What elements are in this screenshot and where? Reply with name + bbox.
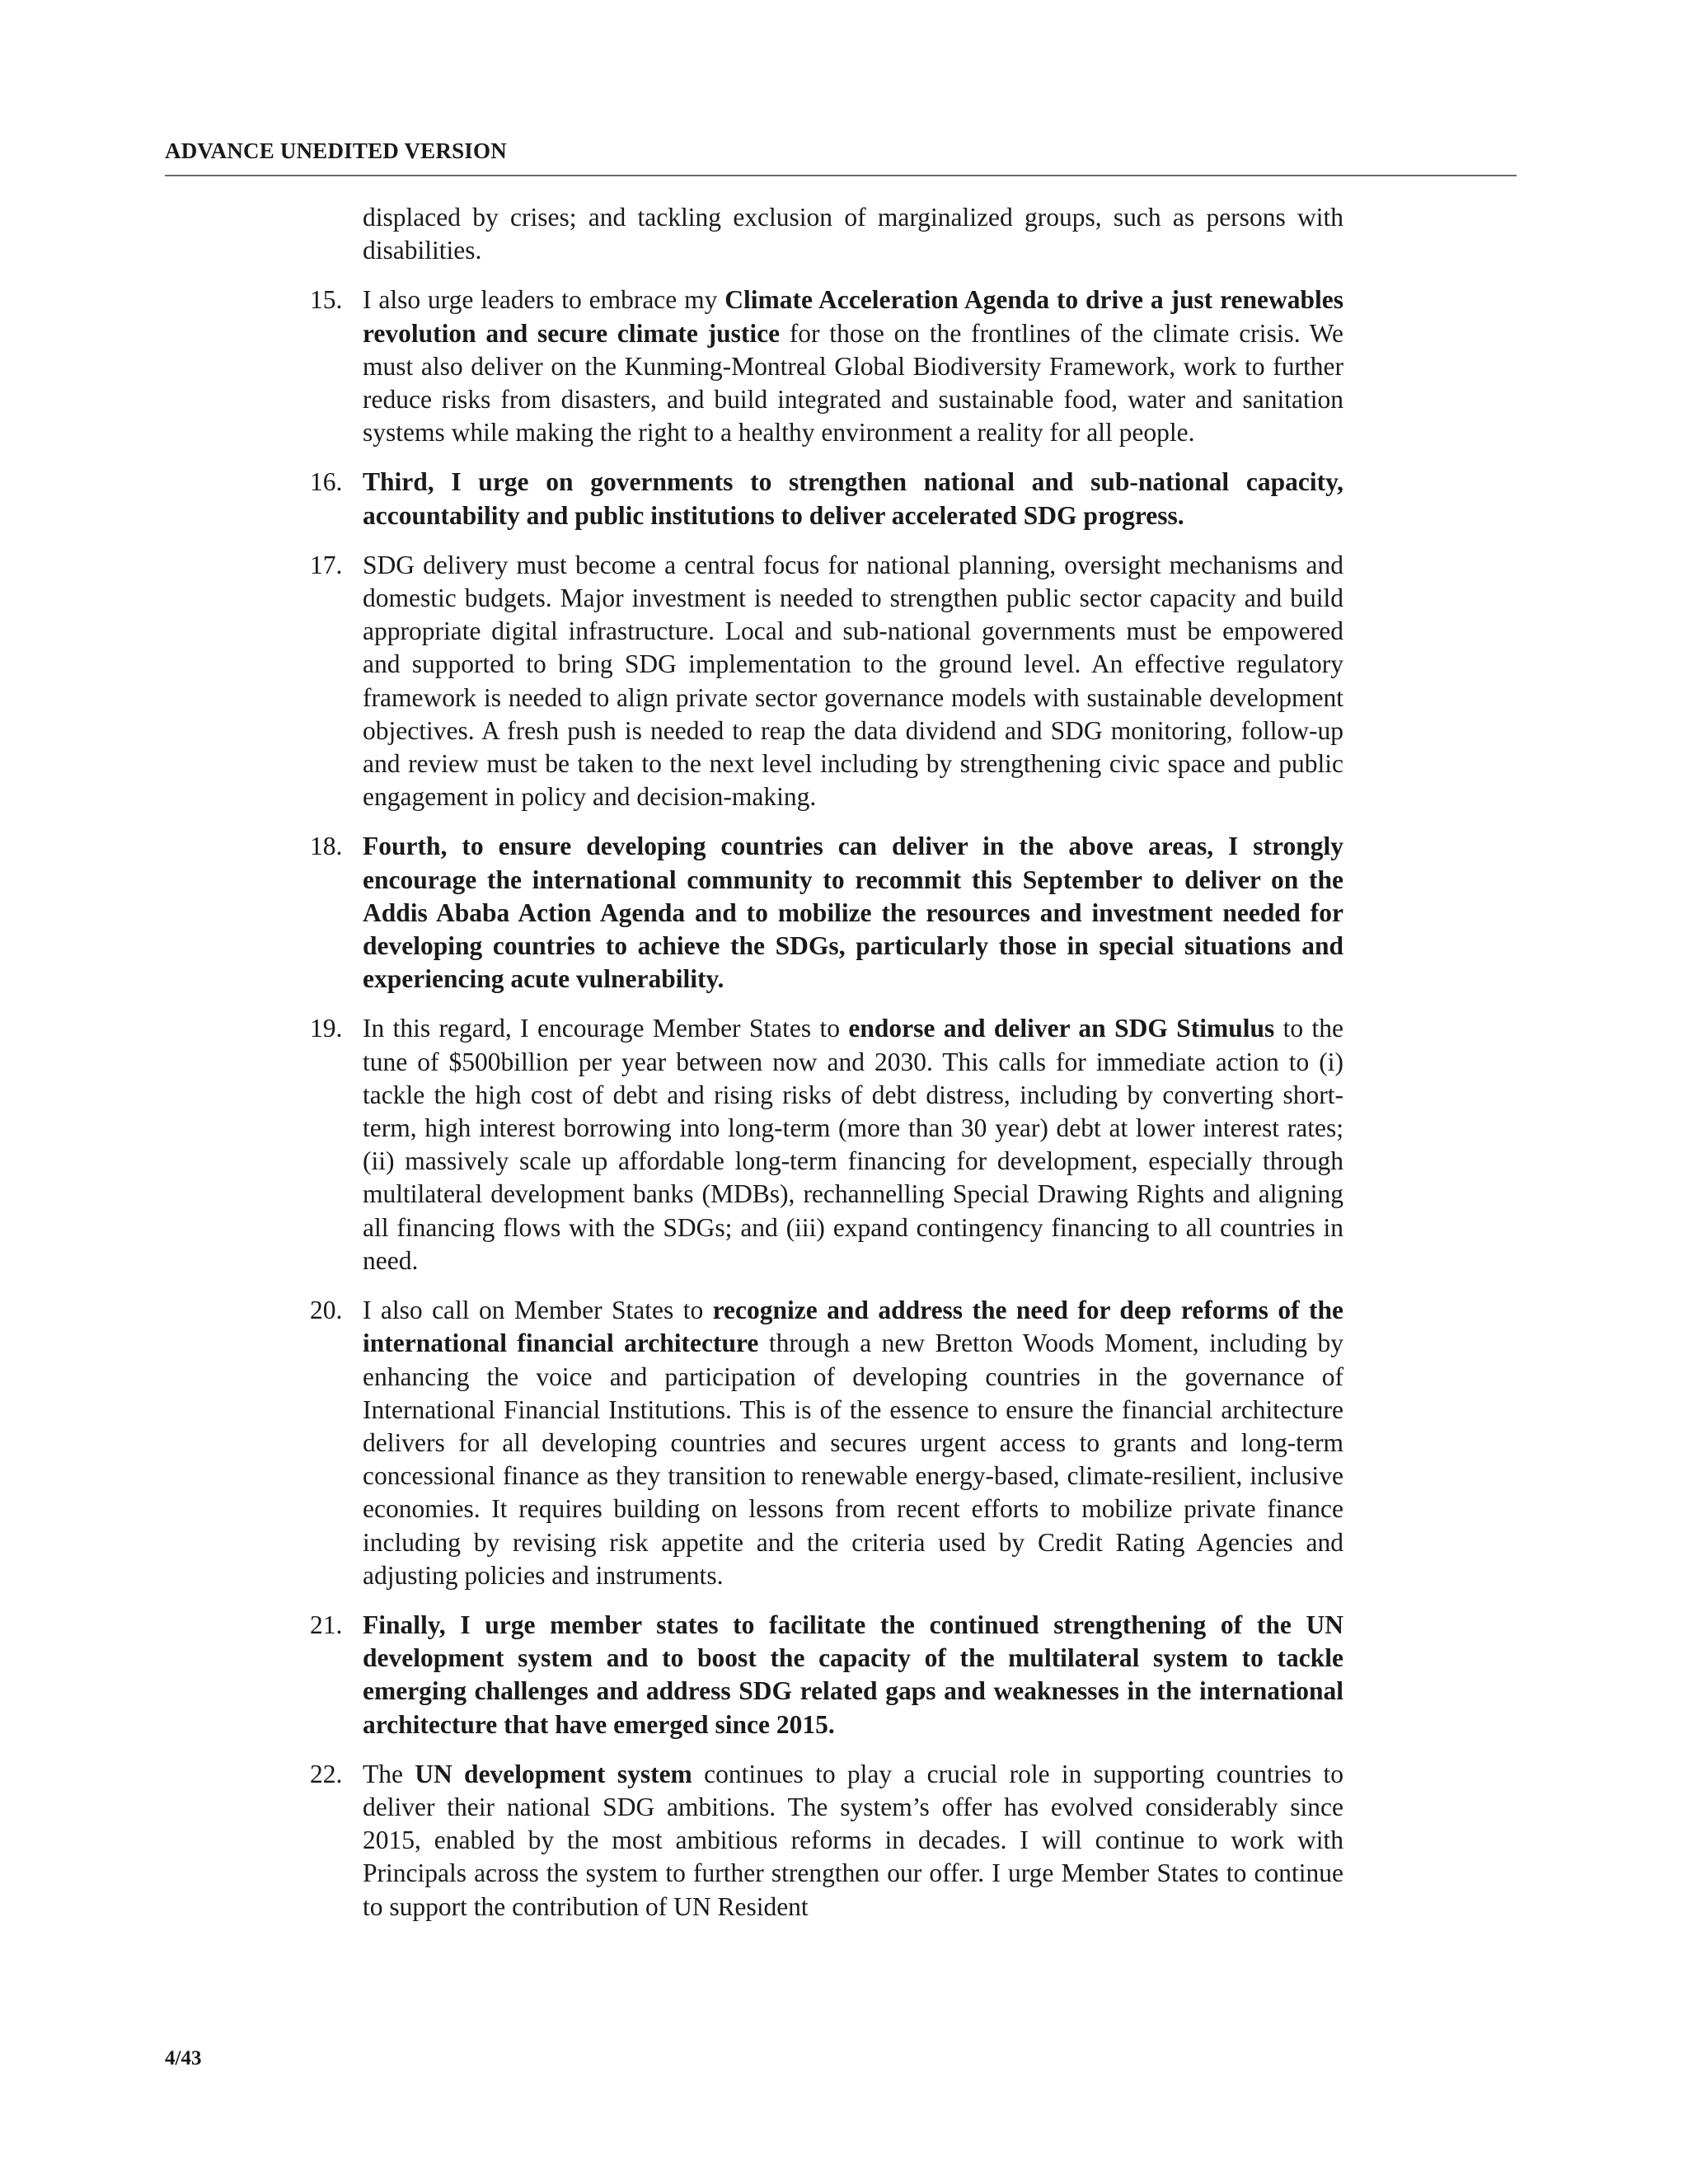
bold-text-run: Third, I urge on governments to strengthen national and sub-national capacity, accountability and public institutions to deliver accelerated SDG progress. <box>363 467 1343 530</box>
document-body <box>165 201 1343 1940</box>
text-run: displaced by crises; and tackling exclusion of marginalized groups, such as persons with disabilities. <box>363 203 1343 265</box>
paragraph <box>165 1012 1343 1277</box>
bold-text-run: UN development system <box>415 1759 692 1788</box>
text-run: I also call on Member States to <box>363 1296 713 1325</box>
paragraph <box>165 830 1343 996</box>
paragraph-text <box>363 1609 1343 1741</box>
paragraph <box>165 201 1343 267</box>
paragraph <box>165 549 1343 814</box>
paragraph-text <box>363 549 1343 814</box>
bold-text-run: endorse and deliver an SDG Stimulus <box>848 1014 1275 1043</box>
paragraph <box>165 1609 1343 1741</box>
bold-text-run: Fourth, to ensure developing countries can deliver in the above areas, I strongly encourage the international community to recommit this September to deliver on the Addis Ababa Action Agenda and to mobilize the resources and investment needed for developing countries to achieve the SDGs, particularly those in special situations and experiencing acute vulnerability. <box>363 832 1343 994</box>
bold-text-run: Finally, I urge member states to facilitate the continued strengthening of the UN development system and to boost the capacity of the multilateral system to tackle emerging challenges and address SDG related gaps and weaknesses in the international architecture that have emerged since 2015. <box>363 1610 1343 1739</box>
text-run: The <box>363 1759 415 1788</box>
paragraph-text <box>363 1294 1343 1592</box>
paragraph-text <box>363 1012 1343 1277</box>
text-run: for those on the frontlines of the climate crisis. We must also deliver on the Kunming-Montreal Global Biodiversity Framework, work to further reduce risks from disasters, and build integrated and sustainable food, water and sanitation systems while making the right to a healthy environment a reality for all people. <box>363 318 1344 448</box>
paragraph-text <box>363 466 1343 532</box>
paragraph-text <box>363 830 1343 996</box>
paragraph <box>165 1758 1343 1924</box>
text-run: In this regard, I encourage Member States to <box>363 1014 849 1043</box>
paragraph <box>165 466 1343 532</box>
paragraph-number: 22. <box>310 1759 343 1788</box>
paragraph <box>165 1294 1343 1592</box>
paragraph-number: 17. <box>310 550 343 579</box>
bold-text-run: Climate Acceleration Agenda to drive a just renewables revolution and secure climate justice <box>363 285 1343 348</box>
page-header: ADVANCE UNEDITED VERSION <box>165 138 507 163</box>
paragraph <box>165 284 1343 449</box>
text-run: I also urge leaders to embrace my <box>363 285 725 315</box>
paragraph-text <box>363 201 1343 267</box>
paragraph-number: 20. <box>310 1296 343 1325</box>
paragraph-number: 21. <box>310 1610 343 1639</box>
bold-text-run: recognize and address the need for deep reforms of the international financial architecture <box>363 1296 1344 1358</box>
paragraph-number: 15. <box>310 285 343 315</box>
text-run: continues to play a crucial role in supporting countries to deliver their national SDG ambitions. The system’s offer has evolved considerably since 2015, enabled by the most ambitious reforms in decades. I will continue to work with Principals across the system to further strengthen our offer. I urge Member States to continue to support the contribution of UN Resident <box>363 1759 1343 1921</box>
page-number: 4/43 <box>165 2047 202 2069</box>
header-rule <box>165 175 1517 176</box>
paragraph-text <box>363 284 1343 449</box>
paragraph-number: 19. <box>310 1014 343 1043</box>
paragraph-number: 16. <box>310 467 343 497</box>
text-run: SDG delivery must become a central focus for national planning, oversight mechanisms and domestic budgets. Major investment is needed to strengthen public sector capacity and build appropriate digital infrastructure. Local and sub-national governments must be empowered and supported to bring SDG implementation to the ground level. An effective regulatory framework is needed to align private sector governance models with sustainable development objectives. A fresh push is needed to reap the data dividend and SDG monitoring, follow-up and review must be taken to the next level including by strengthening civic space and public engagement in policy and decision-making. <box>363 550 1343 812</box>
text-run: through a new Bretton Woods Moment, including by enhancing the voice and participation of developing countries in the governance of International Financial Institutions. This is of the essence to ensure the financial architecture delivers for all developing countries and secures urgent access to grants and long-term concessional finance as they transition to renewable energy-based, climate-resilient, inclusive economies. It requires building on lessons from recent efforts to mobilize private finance including by revising risk appetite and the criteria used by Credit Rating Agencies and adjusting policies and instruments. <box>363 1329 1343 1590</box>
paragraph-number: 18. <box>310 832 343 861</box>
text-run: to the tune of $500billion per year between now and 2030. This calls for immediate action to (i) tackle the high cost of debt and rising risks of debt distress, including by converting short-term, high interest borrowing into long-term (more than 30 year) debt at lower interest rates; (ii) massively scale up affordable long-term financing for development, especially through multilateral development banks (MDBs), rechannelling Special Drawing Rights and aligning all financing flows with the SDGs; and (iii) expand contingency financing to all countries in need. <box>363 1014 1343 1275</box>
paragraph-text <box>363 1758 1343 1924</box>
